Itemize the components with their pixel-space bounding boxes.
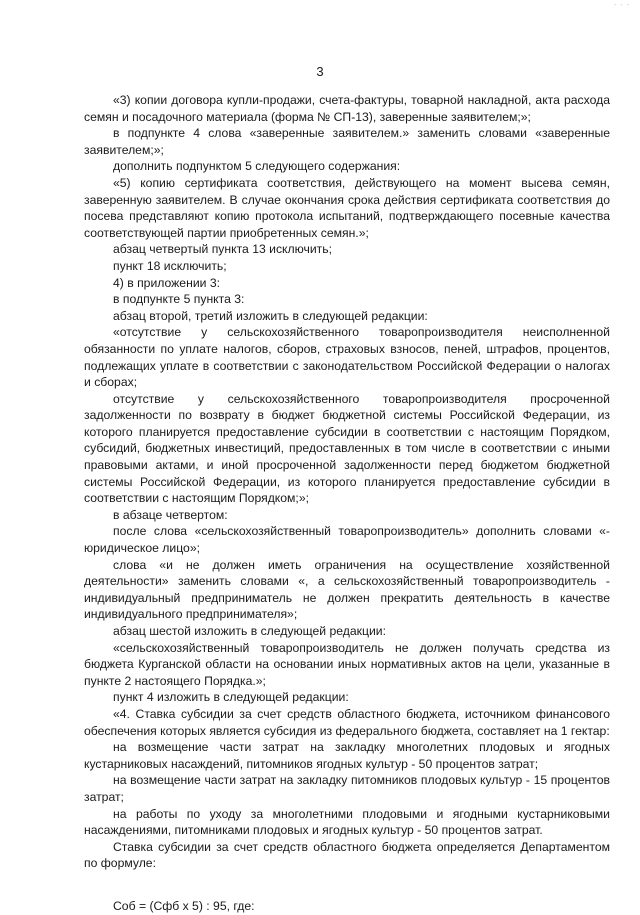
formula: Соб = (Сфб х 5) : 95, где:: [113, 898, 255, 913]
paragraph: в подпункте 4 слова «заверенные заявителем.» заменить словами «заверенные заявителем;»;: [84, 126, 610, 157]
paragraph: в подпункте 5 пункта 3:: [113, 292, 245, 307]
paragraph: дополнить подпунктом 5 следующего содержания:: [113, 159, 401, 174]
paragraph: в абзаце четвертом:: [113, 507, 228, 522]
paragraph: Ставка субсидии за счет средств областного бюджета определяется Департаментом по формуле:: [84, 839, 610, 871]
paragraph: абзац шестой изложить в следующей редакции:: [113, 624, 386, 638]
paragraph: после слова «сельскохозяйственный товаропроизводитель» дополнить словами «- юридическое лицо»;: [84, 524, 610, 556]
paragraph: пункт 18 исключить;: [113, 258, 227, 273]
paragraph: на работы по уходу за многолетними плодовыми и ягодными кустарниковыми насаждениями, питомниками плодовых и ягодных культур - 50 процентов затрат.: [84, 806, 610, 838]
corner-mark: - - -: [614, 2, 630, 9]
paragraph: «5) копию сертификата соответствия, действующего на момент высева семян, заверенную заявителем. В случае окончания срока действия сертификата соответствия до посева представляют копию протокола испытаний, подтверждающего посевные качества соответствующей партии приобретенных семян.»;: [84, 175, 610, 240]
paragraph: «сельскохозяйственный товаропроизводитель не должен получать средства из бюджета Курганской области на основании иных нормативных актов на цели, указанные в пункте 2 настоящего Порядка.»;: [84, 640, 610, 688]
page-number: 3: [316, 64, 324, 79]
paragraph: на возмещение части затрат на закладку питомников плодовых культур - 15 процентов затрат;: [84, 773, 610, 804]
paragraph: абзац второй, третий изложить в следующей редакции:: [113, 308, 428, 323]
paragraph: пункт 4 изложить в следующей редакции:: [113, 690, 349, 705]
paragraph: «3) копии договора купли-продажи, счета-фактуры, товарной накладной, акта расхода семян и посадочного материала (форма № СП-13), заверенные заявителем;»;: [84, 93, 610, 124]
paragraph: «4. Ставка субсидии за счет средств областного бюджета, источником финансового обеспечения которых является субсидия из федерального бюджета, составляет на 1 гектар:: [84, 706, 610, 738]
paragraph: отсутствие у сельскохозяйственного товаропроизводителя просроченной задолженности по возврату в бюджет бюджетной системы Российской Федерации, из которого планируется предоставление субсидии в соответствии с настоящим Порядком, субсидий, бюджетных инвестиций, предоставленных в том числе в соответствии с иными правовыми актами, и иной просроченной задолженности перед бюджетом бюджетной системы Российской Федерации, из которого планируется предоставление субсидии в соответствии с настоящим Порядком;»;: [84, 391, 610, 506]
document-body: [84, 92, 610, 915]
paragraph: на возмещение части затрат на закладку многолетних плодовых и ягодных кустарниковых насаждений, питомников ягодных культур - 50 процентов затрат;: [84, 740, 610, 771]
paragraph: абзац четвертый пункта 13 исключить;: [113, 242, 332, 257]
paragraph: «отсутствие у сельскохозяйственного товаропроизводителя неисполненной обязанности по уплате налогов, сборов, страховых взносов, пеней, штрафов, процентов, подлежащих уплате в соответствии с законодательством Российской Федерации о налогах и сборах;: [84, 325, 610, 390]
paragraph: 4) в приложении 3:: [113, 275, 220, 290]
paragraph: слова «и не должен иметь ограничения на осуществление хозяйственной деятельности» заменить словами «, а сельскохозяйственный товаропроизводитель - индивидуальный предприниматель не должен прекратить деятельность в качестве индивидуального предпринимателя»;: [84, 557, 610, 622]
